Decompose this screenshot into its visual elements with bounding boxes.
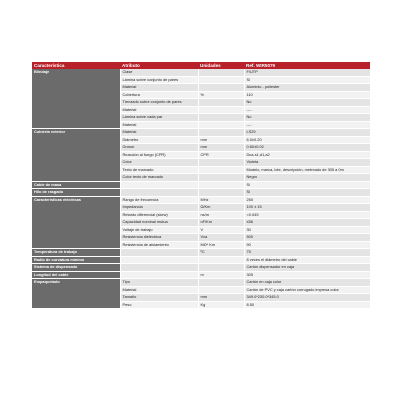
attribute-cell: Lámina sobre conjunto de pares: [120, 76, 198, 84]
value-cell: 75: [244, 249, 370, 257]
value-cell: 8.50: [244, 301, 370, 309]
category-cell: Blindaje: [32, 69, 120, 129]
value-cell: 349.0*230.0*345.0: [244, 294, 370, 302]
unit-cell: [198, 286, 244, 294]
attribute-cell: Material: [120, 84, 198, 92]
attribute-cell: Lámina sobre cada par: [120, 114, 198, 122]
unit-cell: [198, 106, 244, 114]
attribute-cell: Resistencia dieléctrica: [120, 234, 198, 242]
attribute-cell: Tipo: [120, 279, 198, 287]
header-caracteristica: Característica: [32, 62, 120, 69]
table-row: [32, 264, 370, 272]
value-cell: Sí: [244, 181, 370, 189]
unit-cell: [198, 114, 244, 122]
unit-cell: [198, 256, 244, 264]
attribute-cell: Capacidad nominal mutua: [120, 219, 198, 227]
category-cell: Sistema de dispensado: [32, 264, 120, 272]
unit-cell: [198, 84, 244, 92]
header-ref: Ref. WIR5079: [244, 62, 370, 69]
table-row: [32, 271, 370, 279]
unit-cell: ns/m: [198, 211, 244, 219]
unit-cell: CPR: [198, 151, 244, 159]
unit-cell: [198, 174, 244, 182]
unit-cell: [198, 69, 244, 76]
value-cell: Aluminio - poliester: [244, 84, 370, 92]
value-cell: Dca-s1,d1,a2: [244, 151, 370, 159]
value-cell: Sí: [244, 76, 370, 84]
attribute-cell: [120, 264, 198, 272]
table-body: [32, 69, 370, 309]
table-header-row: [32, 62, 370, 69]
attribute-cell: Tamaño: [120, 294, 198, 302]
attribute-cell: Voltaje de trabajo: [120, 226, 198, 234]
unit-cell: %: [198, 91, 244, 99]
value-cell: ≤56: [244, 219, 370, 227]
attribute-cell: Color texto de marcado: [120, 174, 198, 182]
value-cell: Cartón en caja color: [244, 279, 370, 287]
unit-cell: [198, 121, 244, 129]
unit-cell: MΩ* Km: [198, 241, 244, 249]
category-cell: Características eléctricas: [32, 196, 120, 249]
value-cell: 0.60±0.02: [244, 144, 370, 152]
table-row: [32, 279, 370, 287]
value-cell: 8 veces el diámetro del cable: [244, 256, 370, 264]
category-cell: Temperatura de trabajo: [32, 249, 120, 257]
unit-cell: mm: [198, 294, 244, 302]
attribute-cell: Peso: [120, 301, 198, 309]
unit-cell: Ω/Km: [198, 204, 244, 212]
category-cell: Empaquetado: [32, 279, 120, 309]
category-cell: Hilo de rasgado: [32, 189, 120, 197]
value-cell: 6.0±0.20: [244, 136, 370, 144]
value-cell: 500: [244, 234, 370, 242]
unit-cell: [198, 166, 244, 174]
attribute-cell: Resistencia de aislamiento: [120, 241, 198, 249]
table-row: [32, 129, 370, 137]
unit-cell: mm: [198, 144, 244, 152]
attribute-cell: Texto de marcado: [120, 166, 198, 174]
value-cell: 30: [244, 226, 370, 234]
value-cell: 90: [244, 241, 370, 249]
attribute-cell: [120, 256, 198, 264]
attribute-cell: Material: [120, 129, 198, 137]
unit-cell: Kg: [198, 301, 244, 309]
attribute-cell: Rango de frecuencia: [120, 196, 198, 204]
value-cell: No: [244, 99, 370, 107]
value-cell: Negro: [244, 174, 370, 182]
table-row: [32, 196, 370, 204]
attribute-cell: Diámetro: [120, 136, 198, 144]
unit-cell: [198, 159, 244, 167]
unit-cell: [198, 76, 244, 84]
attribute-cell: [120, 271, 198, 279]
attribute-cell: Material: [120, 106, 198, 114]
value-cell: Violeta: [244, 159, 370, 167]
unit-cell: ºC: [198, 249, 244, 257]
unit-cell: [198, 279, 244, 287]
value-cell: 305: [244, 271, 370, 279]
attribute-cell: Reacción al fuego (CPR): [120, 151, 198, 159]
table-row: [32, 256, 370, 264]
attribute-cell: Material: [120, 286, 198, 294]
value-cell: ----: [244, 121, 370, 129]
unit-cell: mm: [198, 136, 244, 144]
unit-cell: [198, 181, 244, 189]
attribute-cell: Material: [120, 121, 198, 129]
attribute-cell: Grosor: [120, 144, 198, 152]
unit-cell: V: [198, 226, 244, 234]
unit-cell: [198, 129, 244, 137]
table-row: [32, 181, 370, 189]
value-cell: 250: [244, 196, 370, 204]
attribute-cell: Clase: [120, 69, 198, 76]
value-cell: 110: [244, 91, 370, 99]
attribute-cell: [120, 181, 198, 189]
unit-cell: MHz: [198, 196, 244, 204]
value-cell: F/UTP: [244, 69, 370, 76]
attribute-cell: Trenzado sobre conjunto de pares: [120, 99, 198, 107]
value-cell: Modelo, marca, lote, descripción, metreado de 305 a 0m: [244, 166, 370, 174]
value-cell: Cartón de PVC y caja cartón corrugado impresa color: [244, 286, 370, 294]
category-cell: Radio de curvatura mínimo: [32, 256, 120, 264]
header-unidades: Unidades: [198, 62, 244, 69]
attribute-cell: Impedancia: [120, 204, 198, 212]
table-row: [32, 69, 370, 76]
value-cell: <0.045: [244, 211, 370, 219]
unit-cell: Vca: [198, 234, 244, 242]
table-row: [32, 189, 370, 197]
value-cell: ----: [244, 106, 370, 114]
table-row: [32, 249, 370, 257]
category-cell: Cable de masa: [32, 181, 120, 189]
header-atributo: Atributo: [120, 62, 198, 69]
unit-cell: m: [198, 271, 244, 279]
unit-cell: [198, 264, 244, 272]
unit-cell: nF/Km: [198, 219, 244, 227]
value-cell: LS29: [244, 129, 370, 137]
attribute-cell: [120, 189, 198, 197]
category-cell: Cubierta exterior: [32, 129, 120, 182]
attribute-cell: Cobertura: [120, 91, 198, 99]
value-cell: 100 ± 15: [244, 204, 370, 212]
value-cell: No: [244, 114, 370, 122]
unit-cell: [198, 189, 244, 197]
attribute-cell: [120, 249, 198, 257]
attribute-cell: Retardo diferencial (skew): [120, 211, 198, 219]
specifications-table: [32, 62, 370, 309]
value-cell: Sí: [244, 189, 370, 197]
value-cell: Cartón dispensador en caja: [244, 264, 370, 272]
unit-cell: [198, 99, 244, 107]
attribute-cell: Color: [120, 159, 198, 167]
category-cell: Longitud del cable: [32, 271, 120, 279]
